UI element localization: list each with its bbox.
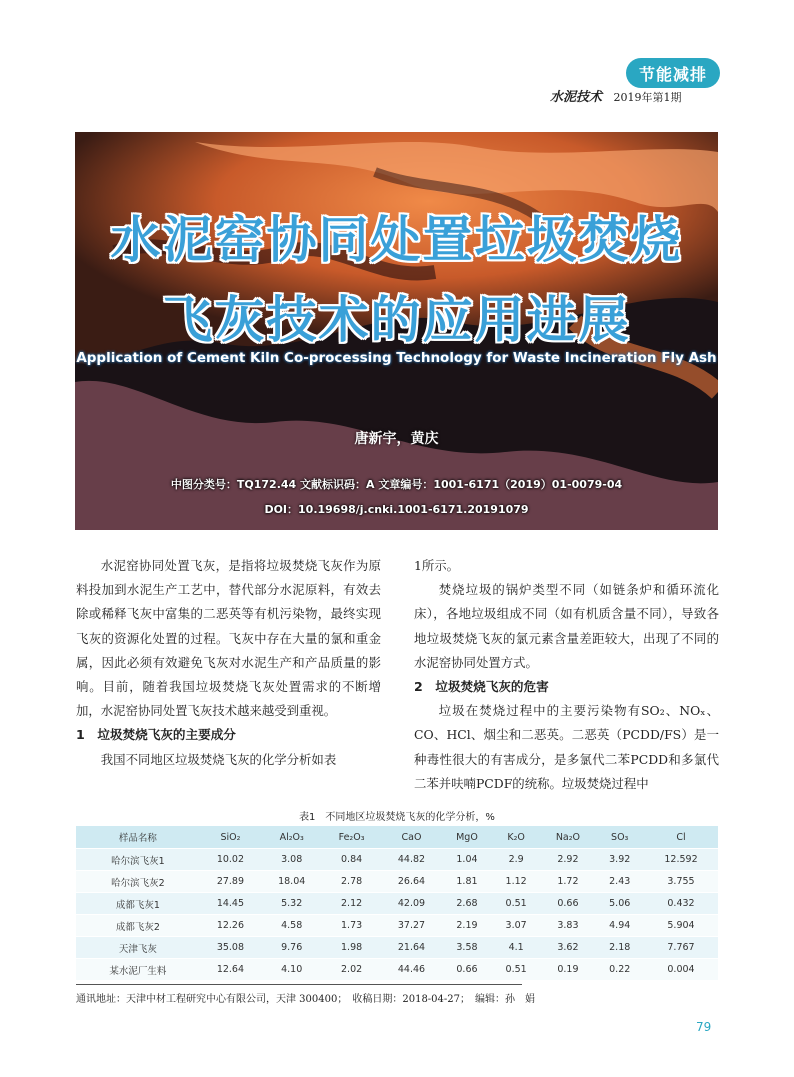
- table-cell: 2.78: [322, 871, 381, 893]
- table-cell: 某水泥厂生料: [76, 959, 200, 981]
- table-cell: 12.592: [644, 849, 718, 871]
- table-cell: 14.45: [200, 893, 261, 915]
- paragraph: 我国不同地区垃圾焚烧飞灰的化学分析如表: [100, 751, 337, 767]
- table-cell: 5.06: [595, 893, 644, 915]
- table-cell: 26.64: [381, 871, 442, 893]
- table-cell: 18.04: [261, 871, 322, 893]
- column-header: Cl: [644, 826, 718, 849]
- footnote-divider: [76, 984, 522, 985]
- table-cell: 2.9: [492, 849, 541, 871]
- table-cell: 0.66: [540, 893, 595, 915]
- column-header: K₂O: [492, 826, 541, 849]
- table-cell: 哈尔滨飞灰2: [76, 871, 200, 893]
- column-header: Fe₂O₃: [322, 826, 381, 849]
- table-cell: 42.09: [381, 893, 442, 915]
- table-cell: 成都飞灰1: [76, 893, 200, 915]
- table-cell: 天津飞灰: [76, 937, 200, 959]
- journal-name: 水泥技术: [550, 90, 603, 105]
- journal-header: [550, 86, 682, 105]
- table-cell: 2.19: [442, 915, 492, 937]
- title-banner: [75, 132, 718, 530]
- table-cell: 2.02: [322, 959, 381, 981]
- column-header: Al₂O₃: [261, 826, 322, 849]
- column-header: CaO: [381, 826, 442, 849]
- table-cell: 5.32: [261, 893, 322, 915]
- title-line-2: 飞灰技术的应用进展: [162, 291, 631, 349]
- table-cell: 1.98: [322, 937, 381, 959]
- table-header-row: [76, 826, 718, 849]
- issue-label: 2019年第1期: [613, 91, 682, 104]
- footnote: 通讯地址：天津中材工程研究中心有限公司，天津 300400； 收稿日期：2018-04-27； 编辑：孙 娟: [76, 994, 536, 1005]
- table-row: [76, 849, 718, 871]
- table-cell: 0.22: [595, 959, 644, 981]
- table-cell: 4.58: [261, 915, 322, 937]
- page-number: 79: [696, 1020, 712, 1034]
- table-cell: 1.73: [322, 915, 381, 937]
- paragraph: 垃圾在焚烧过程中的主要污染物有SO₂、NOₓ、CO、HCl、烟尘和二恶英。二恶英（PCDD/FS）是一种毒性很大的有害成分，是多氯代二苯PCDD和多氯代二苯并呋喃PCDF的统称。垃圾焚烧过程中: [414, 703, 719, 791]
- table-cell: 44.82: [381, 849, 442, 871]
- table-row: [76, 937, 718, 959]
- table-cell: 3.755: [644, 871, 718, 893]
- table-cell: 12.64: [200, 959, 261, 981]
- table-cell: 0.84: [322, 849, 381, 871]
- table-cell: 1.72: [540, 871, 595, 893]
- table-cell: 1.04: [442, 849, 492, 871]
- table-cell: 3.83: [540, 915, 595, 937]
- table-cell: 1.81: [442, 871, 492, 893]
- table-cell: 4.1: [492, 937, 541, 959]
- section-tag: 节能减排: [626, 58, 720, 88]
- table-cell: 3.92: [595, 849, 644, 871]
- title-line-1: 水泥窑协同处置垃圾焚烧: [110, 211, 683, 269]
- table-cell: 4.94: [595, 915, 644, 937]
- section-heading-1: 1 垃圾焚烧飞灰的主要成分: [76, 727, 236, 743]
- body-column-right: [414, 554, 719, 796]
- table-cell: 0.004: [644, 959, 718, 981]
- classification-line: 中图分类号：TQ172.44 文献标识码：A 文章编号：1001-6171（2019）01-0079-04: [170, 478, 623, 491]
- table-cell: 0.19: [540, 959, 595, 981]
- table-cell: 3.62: [540, 937, 595, 959]
- table-cell: 3.58: [442, 937, 492, 959]
- body-column-left: [76, 554, 381, 772]
- paragraph: 焚烧垃圾的锅炉类型不同（如链条炉和循环流化床），各地垃圾组成不同（如有机质含量不同），导致各地垃圾焚烧飞灰的氯元素含量差距较大，出现了不同的水泥窑协同处置方式。: [414, 582, 719, 670]
- table-cell: 2.18: [595, 937, 644, 959]
- table-cell: 35.08: [200, 937, 261, 959]
- table-cell: 12.26: [200, 915, 261, 937]
- table-cell: 3.08: [261, 849, 322, 871]
- column-header: SiO₂: [200, 826, 261, 849]
- table-cell: 10.02: [200, 849, 261, 871]
- table-row: [76, 915, 718, 937]
- table-cell: 2.12: [322, 893, 381, 915]
- paragraph: 水泥窑协同处置飞灰，是指将垃圾焚烧飞灰作为原料投加到水泥生产工艺中，替代部分水泥原料，有效去除或稀释飞灰中富集的二恶英等有机污染物，最终实现飞灰的资源化处置的过程。飞灰中存在大量的氯和重金属，因此必须有效避免飞灰对水泥生产和产品质量的影响。目前，随着我国垃圾焚烧飞灰处置需求的不断增加，水泥窑协同处置飞灰技术越来越受到重视。: [76, 558, 381, 719]
- authors: 唐新宇，黄庆: [354, 431, 439, 447]
- table-cell: 0.51: [492, 959, 541, 981]
- paragraph: 1所示。: [414, 558, 460, 573]
- table-cell: 0.51: [492, 893, 541, 915]
- table-cell: 7.767: [644, 937, 718, 959]
- table-cell: 3.07: [492, 915, 541, 937]
- table-cell: 成都飞灰2: [76, 915, 200, 937]
- table-cell: 1.12: [492, 871, 541, 893]
- column-header: MgO: [442, 826, 492, 849]
- column-header: 样品名称: [76, 826, 200, 849]
- table-cell: 37.27: [381, 915, 442, 937]
- table-caption: 表1 不同地区垃圾焚烧飞灰的化学分析，%: [299, 812, 495, 823]
- table-cell: 4.10: [261, 959, 322, 981]
- column-header: Na₂O: [540, 826, 595, 849]
- chemical-analysis-table: [76, 826, 718, 981]
- table-cell: 9.76: [261, 937, 322, 959]
- table-cell: 2.68: [442, 893, 492, 915]
- english-title: Application of Cement Kiln Co-processing Technology for Waste Incineration Fly Ash: [76, 350, 717, 366]
- column-header: SO₃: [595, 826, 644, 849]
- table-cell: 2.43: [595, 871, 644, 893]
- table-row: [76, 893, 718, 915]
- table-cell: 21.64: [381, 937, 442, 959]
- table-row: [76, 871, 718, 893]
- table-cell: 27.89: [200, 871, 261, 893]
- table-cell: 44.46: [381, 959, 442, 981]
- table-cell: 0.66: [442, 959, 492, 981]
- table-cell: 5.904: [644, 915, 718, 937]
- table-row: [76, 959, 718, 981]
- table-cell: 2.92: [540, 849, 595, 871]
- table-cell: 哈尔滨飞灰1: [76, 849, 200, 871]
- doi-line: DOI：10.19698/j.cnki.1001-6171.20191079: [264, 503, 529, 516]
- table-cell: 0.432: [644, 893, 718, 915]
- section-heading-2: 2 垃圾焚烧飞灰的危害: [414, 679, 549, 695]
